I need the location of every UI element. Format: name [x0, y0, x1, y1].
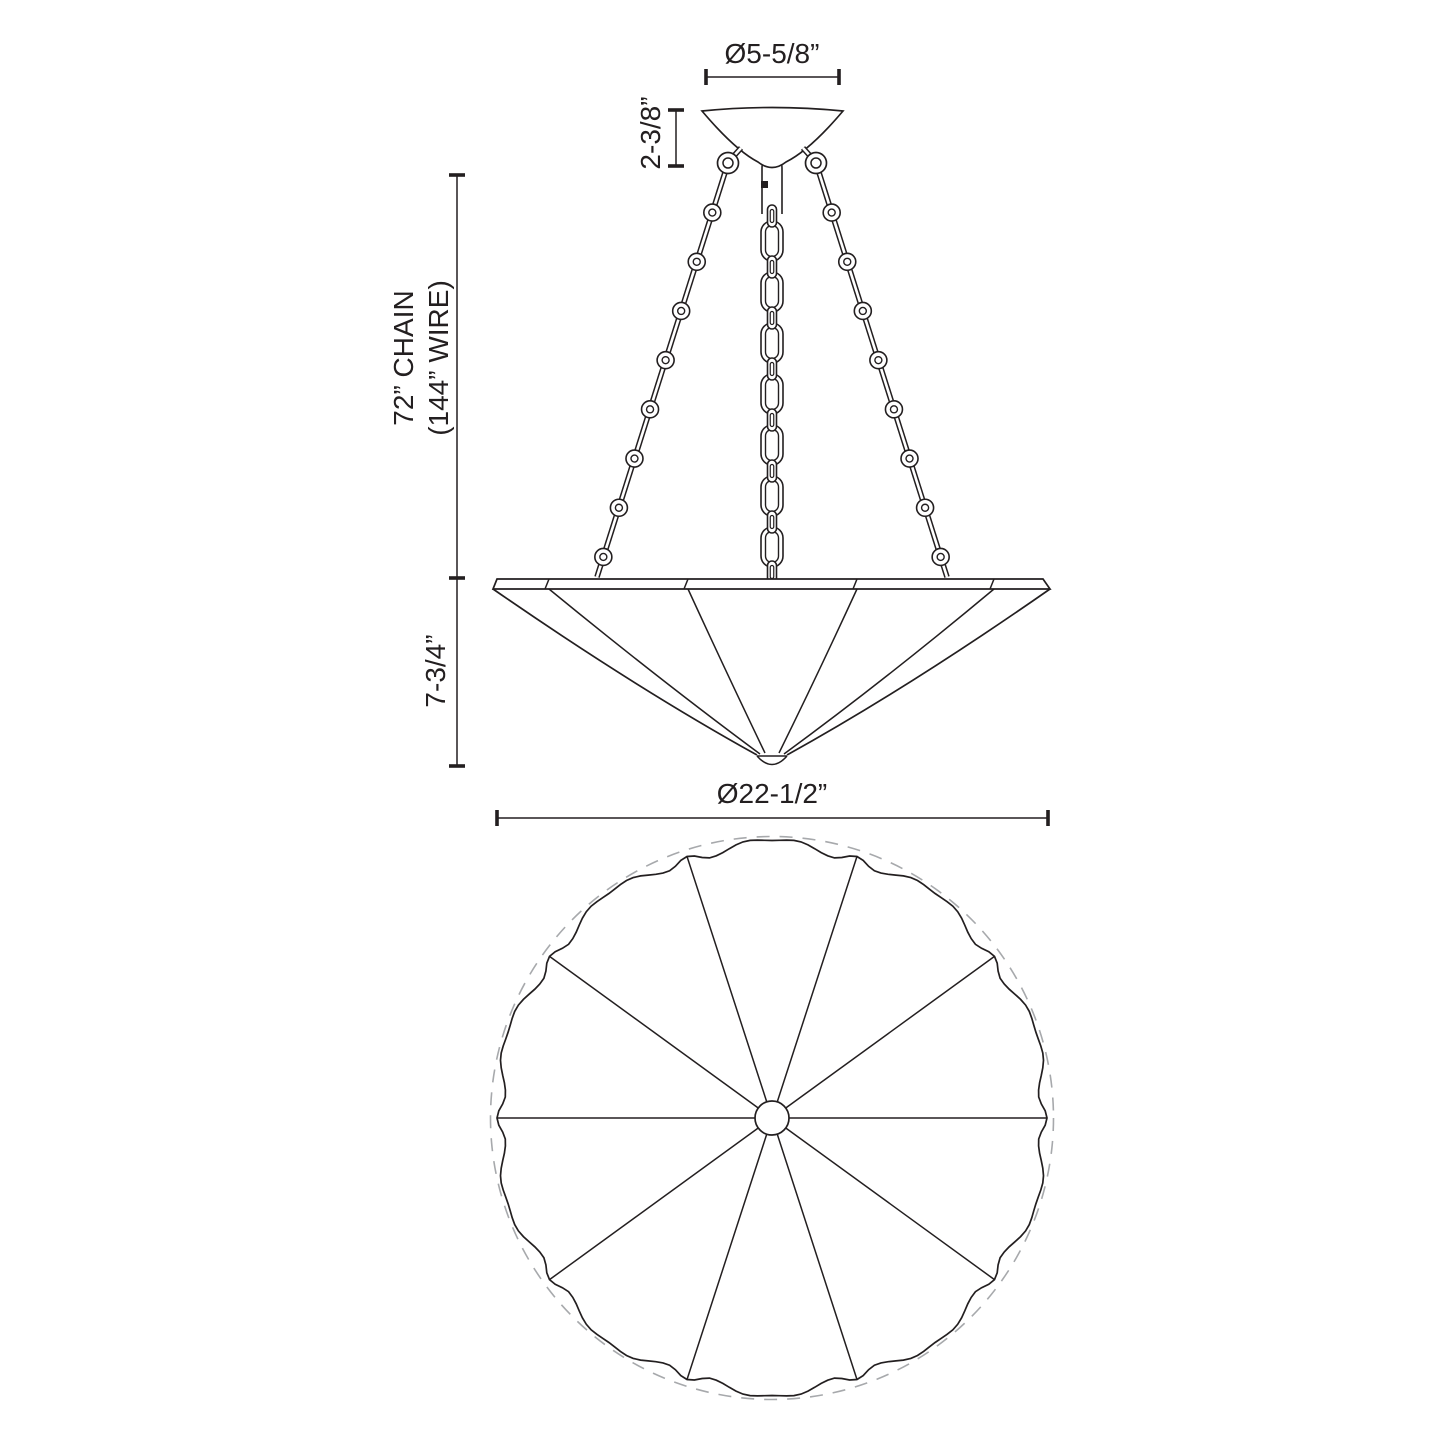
chain-length-label-line1: 72” CHAIN — [388, 290, 419, 426]
chain-length-label-line2: (144” WIRE) — [423, 280, 454, 436]
hanging-chains — [595, 158, 949, 583]
shade-height-label: 7-3/4” — [420, 634, 451, 708]
canopy-height-label: 2-3/8” — [635, 96, 666, 170]
shade-diameter-label: Ø22-1/2” — [716, 778, 828, 809]
shade-side-view — [493, 579, 1050, 765]
dimension-lines — [449, 69, 1048, 826]
plan-view — [497, 840, 1047, 1396]
canopy-diameter-label: Ø5-5/8” — [724, 38, 820, 69]
ceiling-canopy — [702, 108, 843, 174]
